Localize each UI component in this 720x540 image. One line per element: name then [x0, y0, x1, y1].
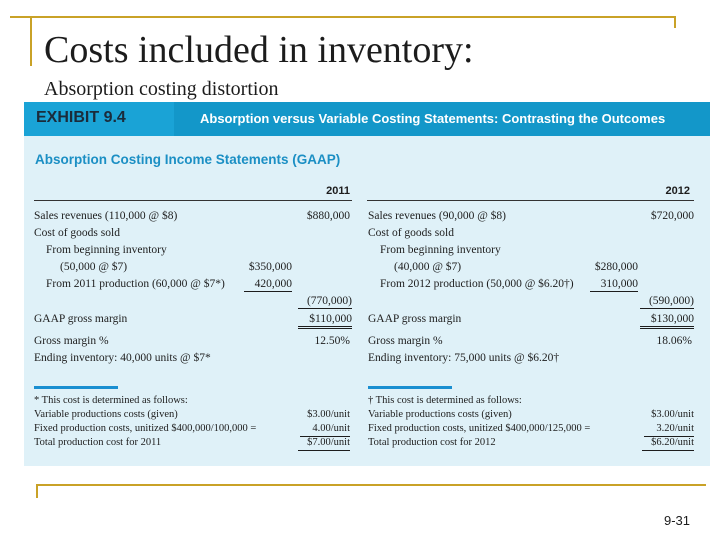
sales-value-2011: $880,000	[306, 210, 350, 222]
footnote-var-label-2011: Variable productions costs (given)	[34, 409, 178, 420]
footnote-var-label-2012: Variable productions costs (given)	[368, 409, 512, 420]
gross-margin-label-2012: GAAP gross margin	[368, 313, 462, 325]
prod-value-2012: 310,000	[590, 277, 638, 292]
footnote-divider-left	[34, 386, 118, 389]
beg-inv-label-2012: From beginning inventory	[380, 244, 501, 256]
sales-label-2012: Sales revenues (90,000 @ $8)	[368, 210, 507, 222]
bottom-rule	[36, 484, 706, 486]
prod-value-2011: 420,000	[244, 277, 292, 292]
beg-inv-detail-2012: (40,000 @ $7)	[394, 261, 462, 273]
prod-label-2012: From 2012 production (50,000 @ $6.20†)	[380, 278, 574, 290]
gross-margin-value-2012: $130,000	[640, 312, 694, 329]
gross-margin-pct-label-2011: Gross margin %	[34, 335, 109, 347]
bottom-rule-tick	[36, 484, 38, 498]
page-number: 9-31	[664, 513, 691, 528]
slide-title: Costs included in inventory:	[44, 29, 474, 71]
beg-inv-detail-2011: (50,000 @ $7)	[60, 261, 128, 273]
footnote-total-label-2012: Total production cost for 2012	[368, 437, 496, 448]
header-rule-left	[34, 200, 352, 201]
footnote-divider-right	[368, 386, 452, 389]
footnote-total-value-2012: $6.20/unit	[642, 436, 694, 451]
year-2011-header: 2011	[326, 185, 350, 197]
footnote-var-value-2012: $3.00/unit	[651, 409, 694, 420]
cogs-total-2011: (770,000)	[298, 294, 352, 309]
footnote-var-value-2011: $3.00/unit	[307, 409, 350, 420]
footnote-total-value-2011: $7.00/unit	[298, 436, 350, 451]
ending-inventory-2011: Ending inventory: 40,000 units @ $7*	[34, 352, 211, 364]
exhibit-header	[24, 102, 710, 136]
footnote-title-2011: * This cost is determined as follows:	[34, 395, 188, 406]
gross-margin-label-2011: GAAP gross margin	[34, 313, 128, 325]
ending-inventory-2012: Ending inventory: 75,000 units @ $6.20†	[368, 352, 560, 364]
footnote-total-label-2011: Total production cost for 2011	[34, 437, 162, 448]
prod-label-2011: From 2011 production (60,000 @ $7*)	[46, 278, 225, 290]
sales-value-2012: $720,000	[650, 210, 694, 222]
exhibit-title: Absorption versus Variable Costing Statements: Contrasting the Outcomes	[200, 111, 666, 126]
cogs-total-2012: (590,000)	[640, 294, 694, 309]
gross-margin-pct-value-2012: 18.06%	[656, 335, 692, 347]
footnote-fixed-value-2012: 3.20/unit	[644, 422, 694, 437]
gross-margin-pct-value-2011: 12.50%	[314, 335, 350, 347]
footnote-title-2012: † This cost is determined as follows:	[368, 395, 522, 406]
beg-inv-label-2011: From beginning inventory	[46, 244, 167, 256]
top-rule	[10, 16, 676, 18]
header-rule-right	[367, 200, 694, 201]
footnote-fixed-value-2011: 4.00/unit	[300, 422, 350, 437]
top-rule-tick	[674, 16, 676, 28]
footnote-fixed-label-2011: Fixed production costs, unitized $400,000/100,000 =	[34, 423, 257, 434]
beg-inv-value-2012: $280,000	[594, 261, 638, 273]
gross-margin-pct-label-2012: Gross margin %	[368, 335, 443, 347]
slide-subtitle: Absorption costing distortion	[44, 78, 279, 100]
exhibit-number: EXHIBIT 9.4	[36, 109, 126, 126]
section-heading: Absorption Costing Income Statements (GAAP)	[35, 152, 341, 167]
year-2012-header: 2012	[665, 185, 690, 197]
cogs-label-2012: Cost of goods sold	[368, 227, 454, 239]
exhibit-panel	[24, 102, 710, 466]
cogs-label-2011: Cost of goods sold	[34, 227, 120, 239]
sales-label-2011: Sales revenues (110,000 @ $8)	[34, 210, 178, 222]
footnote-fixed-label-2012: Fixed production costs, unitized $400,000/125,000 =	[368, 423, 591, 434]
beg-inv-value-2011: $350,000	[248, 261, 292, 273]
gross-margin-value-2011: $110,000	[298, 312, 352, 329]
left-rule	[30, 16, 32, 66]
